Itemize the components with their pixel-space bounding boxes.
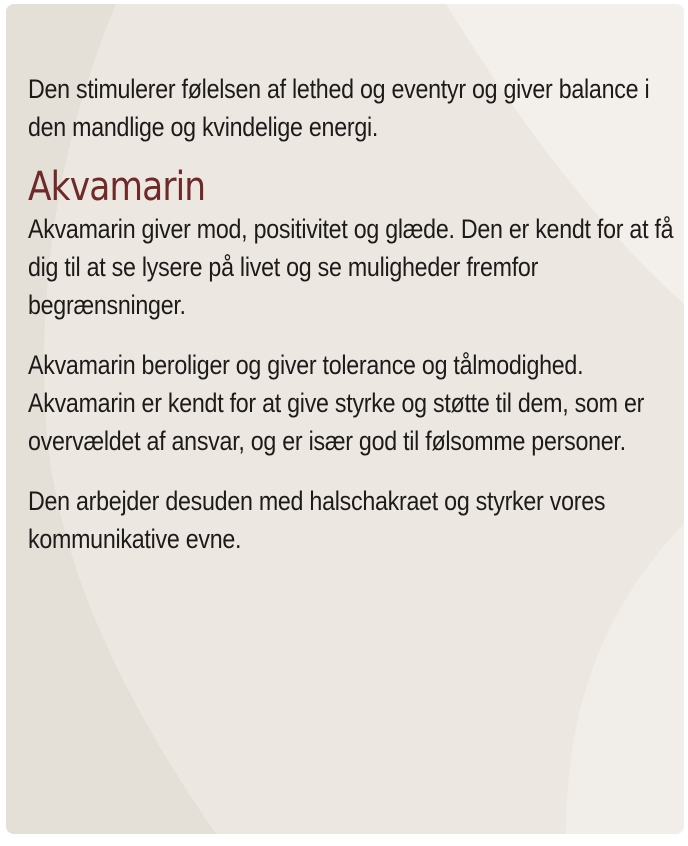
paragraph-2: Akvamarin beroliger og giver tolerance og tålmodighed. Akvamarin er kendt for at give styrke og støtte til dem, som er overvældet af ansvar, og er især god til følsomme personer. [28, 350, 645, 456]
section-heading: Akvamarin [28, 164, 206, 210]
text-card [6, 4, 684, 834]
intro-paragraph: Den stimulerer følelsen af lethed og eventyr og giver balance i den mandlige og kvindelige energi. [28, 74, 650, 142]
paragraph-3: Den arbejder desuden med halschakraet og styrker vores kommunikative evne. [28, 486, 606, 554]
paragraph-1: Akvamarin giver mod, positivitet og glæde. Den er kendt for at få dig til at se lysere på livet og se muligheder fremfor begrænsninger. [28, 214, 674, 320]
article-body [28, 70, 678, 558]
